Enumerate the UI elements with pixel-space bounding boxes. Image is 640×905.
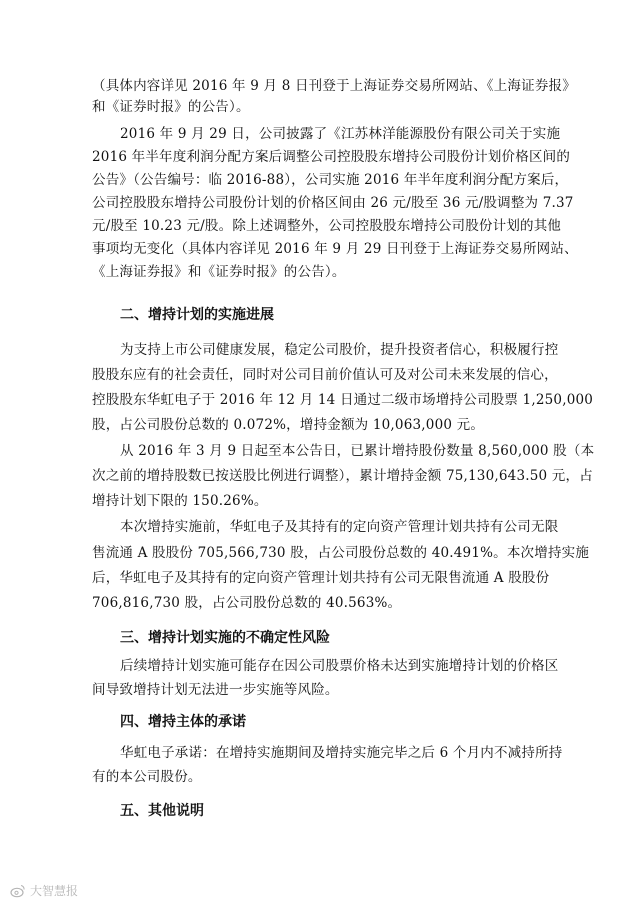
paragraph-line: 本次增持实施前，华虹电子及其持有的定向资产管理计划共持有公司无限: [120, 519, 559, 535]
paragraph-line: 股股东应有的社会责任，同时对公司目前价值认可及对公司未来发展的信心，: [92, 367, 558, 383]
paragraph-line: 次之前的增持股数已按送股比例进行调整），累计增持金额 75,130,643.50 元，占: [92, 468, 593, 484]
paragraph-line: 元/股至 10.23 元/股。除上述调整外，公司控股股东增持公司股份计划的其他: [92, 218, 562, 234]
paragraph-line: 控股股东华虹电子于 2016 年 12 月 14 日通过二级市场增持公司股票 1,250,000: [92, 392, 594, 408]
paragraph-line: 从 2016 年 3 月 9 日起至本公告日，已累计增持股份数量 8,560,000 股（本: [120, 443, 595, 459]
section-heading: 四、增持主体的承诺: [120, 714, 246, 730]
paragraph-line: 股，占公司股份总数的 0.072%，增持金额为 10,063,000 元。: [92, 417, 485, 433]
paragraph-line: 公告》（公告编号：临 2016-88），公司实施 2016 年半年度利润分配方案后，: [92, 172, 569, 188]
paragraph-line: 为支持上市公司健康发展，稳定公司股价，提升投资者信心，积极履行控: [120, 342, 559, 358]
paragraph-line: 增持计划下限的 150.26%。: [92, 493, 268, 509]
paragraph-line: 售流通 A 股股份 705,566,730 股，占公司股份总数的 40.491%。本次增持实施: [92, 545, 590, 561]
section-heading: 二、增持计划的实施进展: [120, 307, 274, 323]
paragraph-line: 和《证券时报》的公告）。: [92, 99, 250, 115]
paragraph-line: 2016 年 9 月 29 日，公司披露了《江苏林洋能源股份有限公司关于实施: [120, 126, 561, 142]
paragraph-line: 706,816,730 股，占公司股份总数的 40.563%。: [92, 595, 402, 611]
paragraph-line: 后续增持计划实施可能存在因公司股票价格未达到实施增持计划的价格区: [120, 658, 559, 674]
section-heading: 五、其他说明: [120, 803, 204, 819]
paragraph-line: 华虹电子承诺：在增持实施期间及增持实施完毕之后 6 个月内不减持所持: [120, 745, 563, 761]
paragraph-line: （具体内容详见 2016 年 9 月 8 日刊登于上海证券交易所网站、《上海证券报》: [92, 78, 576, 94]
paragraph-line: 事项均无变化（具体内容详见 2016 年 9 月 29 日刊登于上海证券交易所网站、: [92, 241, 578, 257]
paragraph-line: 《上海证券报》和《证券时报》的公告）。: [92, 264, 346, 280]
paragraph-line: 后，华虹电子及其持有的定向资产管理计划共持有公司无限售流通 A 股股份: [92, 570, 550, 586]
paragraph-line: 间导致增持计划无法进一步实施等风险。: [92, 682, 339, 698]
watermark: [10, 882, 78, 899]
section-heading: 三、增持计划实施的不确定性风险: [120, 630, 330, 646]
paragraph-line: 有的本公司股份。: [92, 769, 202, 785]
paragraph-line: 2016 年半年度利润分配方案后调整公司控股股东增持公司股份计划价格区间的: [92, 149, 571, 165]
paragraph-line: 公司控股股东增持公司股份计划的价格区间由 26 元/股至 36 元/股调整为 7.37: [92, 195, 574, 211]
watermark-text: 大智慧报: [30, 884, 79, 898]
weibo-icon: [10, 883, 26, 899]
